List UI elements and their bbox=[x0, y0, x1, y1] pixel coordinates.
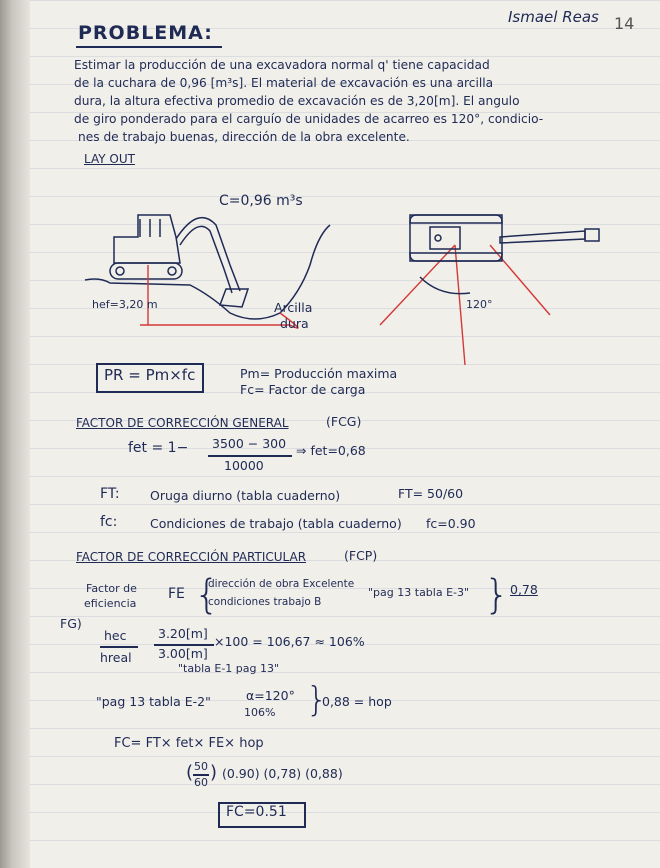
fe-condition-1: dirección de obra Excelente bbox=[208, 578, 355, 590]
final-result: FC=0.51 bbox=[226, 804, 287, 820]
ft-description: Oruga diurno (tabla cuaderno) bbox=[150, 488, 341, 503]
fet-lhs: fet = 1− bbox=[128, 440, 189, 456]
fe-value: 0,78 bbox=[510, 582, 538, 597]
fe-symbol: FE bbox=[168, 586, 185, 602]
factor-label-2: eficiencia bbox=[84, 597, 137, 610]
statement-line-1: Estimar la producción de una excavadora normal q' tiene capacidad bbox=[74, 58, 490, 72]
capacity-label: C=0,96 m³s bbox=[219, 193, 303, 209]
fe-reference: "pag 13 tabla E-3" bbox=[368, 586, 470, 599]
fc-value: fc=0.90 bbox=[426, 516, 476, 531]
ratio-denominator: 3.00[m] bbox=[158, 646, 208, 661]
fc-definition: Fc= Factor de carga bbox=[240, 382, 366, 397]
ft-value: FT= 50/60 bbox=[398, 486, 464, 501]
ft-frac-top: 50 bbox=[194, 760, 208, 773]
factor-label-1: Factor de bbox=[86, 582, 137, 595]
h-denominator: hreal bbox=[100, 650, 132, 665]
title-underline bbox=[76, 46, 222, 48]
fet-fraction-bar bbox=[208, 455, 292, 457]
height-label: hef=3,20 m bbox=[92, 298, 158, 311]
ft-label: FT: bbox=[100, 486, 120, 502]
giro-reference: "pag 13 tabla E-2" bbox=[96, 694, 211, 709]
fet-result: ⇒ fet=0,68 bbox=[296, 443, 366, 458]
page-title: PROBLEMA: bbox=[78, 22, 213, 44]
notebook-binding bbox=[0, 0, 30, 868]
table-e1-reference: "tabla E-1 pag 13" bbox=[178, 662, 280, 675]
fcp-abbr: (FCP) bbox=[344, 548, 378, 563]
fet-denominator: 10000 bbox=[224, 458, 264, 473]
material-label-2: dura bbox=[280, 316, 309, 331]
page-number: 14 bbox=[614, 14, 635, 33]
fe-condition-2: condiciones trabajo B bbox=[208, 596, 322, 608]
pm-definition: Pm= Producción maxima bbox=[240, 366, 398, 381]
material-label-1: Arcilla bbox=[274, 300, 313, 315]
fc-equation: FC= FT× fet× FE× hop bbox=[114, 736, 264, 751]
fc-sub-close-paren: ) bbox=[210, 762, 218, 783]
fc-substitution: (0.90) (0,78) (0,88) bbox=[222, 766, 343, 781]
fet-numerator: 3500 − 300 bbox=[212, 436, 287, 451]
alpha-value: α=120° bbox=[246, 688, 295, 703]
hop-value: 0,88 = hop bbox=[322, 694, 392, 709]
swing-angle-label: 120° bbox=[466, 298, 493, 311]
fc-sub-open-paren: ( bbox=[186, 762, 194, 783]
production-formula: PR = Pm×fc bbox=[104, 366, 196, 384]
ft-frac-bottom: 60 bbox=[194, 776, 208, 789]
fc-description: Condiciones de trabajo (tabla cuaderno) bbox=[150, 516, 402, 531]
fcp-heading: FACTOR DE CORRECCIÓN PARTICULAR bbox=[76, 550, 307, 564]
author-name: Ismael Reas bbox=[508, 8, 599, 26]
h-fraction-bar bbox=[100, 646, 138, 648]
statement-line-3: dura, la altura efectiva promedio de excavación es de 3,20[m]. El angulo bbox=[74, 94, 520, 108]
fe-brace: { bbox=[194, 572, 220, 618]
fcg-abbr: (FCG) bbox=[326, 414, 362, 429]
fcg-heading: FACTOR DE CORRECCIÓN GENERAL bbox=[76, 416, 289, 430]
excavator-sketch bbox=[80, 185, 620, 365]
fc-label: fc: bbox=[100, 514, 118, 530]
statement-line-4: de giro ponderado para el carguío de unidades de acarreo es 120°, condicio- bbox=[74, 112, 544, 126]
height-percent: 106% bbox=[244, 706, 276, 719]
ratio-result: ×100 = 106,67 ≈ 106% bbox=[214, 634, 365, 649]
h-numerator: hec bbox=[104, 628, 127, 643]
hop-brace: } bbox=[306, 680, 328, 720]
fg-label: FG) bbox=[60, 616, 82, 631]
fe-brace-right: } bbox=[484, 572, 510, 618]
statement-line-2: de la cuchara de 0,96 [m³s]. El material de excavación es una arcilla bbox=[74, 76, 494, 90]
layout-heading: LAY OUT bbox=[84, 152, 135, 166]
ratio-numerator: 3.20[m] bbox=[158, 626, 208, 641]
statement-line-5: nes de trabajo buenas, dirección de la obra excelente. bbox=[78, 130, 410, 144]
